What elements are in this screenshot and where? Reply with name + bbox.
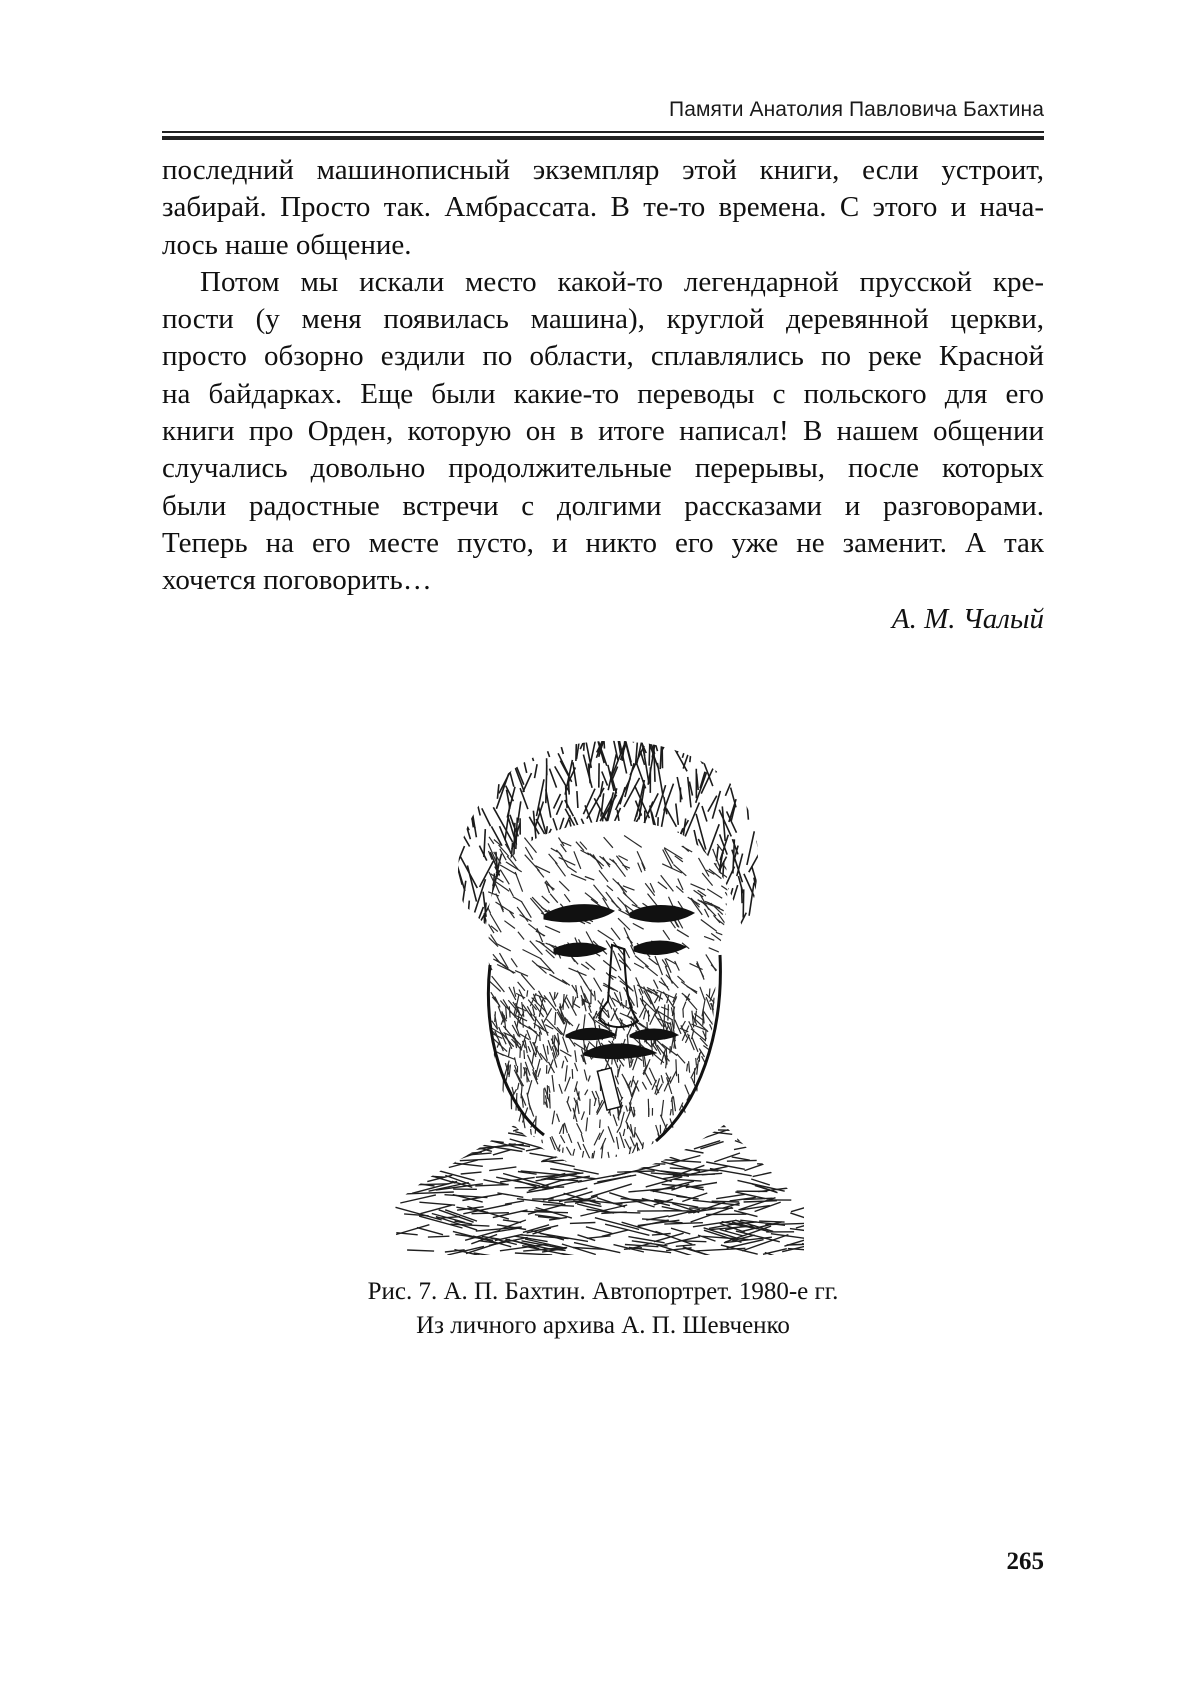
body-text: [162, 152, 1044, 638]
text-line: хочется поговорить…: [162, 564, 432, 597]
running-header: Памяти Анатолия Павловича Бахтина: [669, 98, 1044, 121]
text-line: лось наше общение.: [162, 228, 412, 261]
text-line: Потом мы искали место какой-то легендарной прусской кре-: [200, 265, 1044, 298]
caption-line: Рис. 7. А. П. Бахтин. Автопортрет. 1980-е гг.: [367, 1278, 839, 1305]
text-line: Теперь на его месте пусто, и никто его уже не заменит. А так: [162, 526, 1044, 559]
author-signature: А. М. Чалый: [891, 602, 1044, 635]
text-line: случались довольно продолжительные перерывы, после которых: [162, 452, 1044, 485]
text-line: были радостные встречи с долгими рассказами и разговорами.: [162, 489, 1044, 522]
portrait-drawing: [394, 735, 804, 1255]
header-rule-thick: [162, 136, 1044, 140]
text-line: книги про Орден, которую он в итоге написал! В нашем общении: [162, 415, 1044, 448]
caption-line: Из личного архива А. П. Шевченко: [416, 1312, 790, 1339]
figure-caption: [162, 1275, 1044, 1343]
header-rule-thin: [162, 131, 1044, 133]
text-line: пости (у меня появилась машина), круглой деревянной церкви,: [162, 303, 1044, 336]
text-line: просто обзорно ездили по области, сплавлялись по реке Красной: [162, 340, 1044, 373]
page-number: 265: [1006, 1548, 1044, 1575]
text-line: на байдарках. Еще были какие-то переводы с польского для его: [162, 377, 1044, 410]
portrait-figure: [394, 735, 804, 1255]
text-line: последний машинописный экземпляр этой книги, если устроит,: [162, 154, 1044, 186]
text-line: забирай. Просто так. Амбрассата. В те-то времена. С этого и нача-: [162, 191, 1044, 224]
